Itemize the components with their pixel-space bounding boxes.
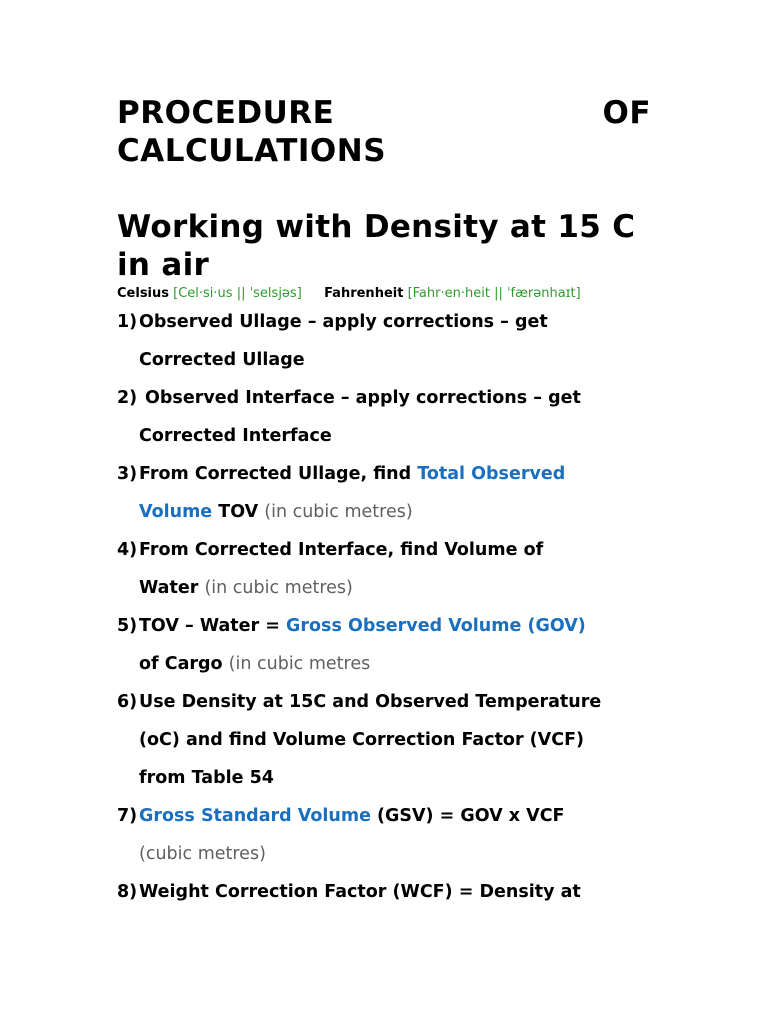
step-number: 8) <box>117 882 138 902</box>
step-8 <box>117 873 677 911</box>
step-text: Observed Interface – apply corrections – get <box>145 388 581 408</box>
step-5 <box>117 607 677 683</box>
step-text: Observed Ullage – apply corrections – get <box>139 312 548 332</box>
title-word-procedure: PROCEDURE <box>117 95 335 131</box>
procedure-steps <box>117 303 677 911</box>
fahrenheit-word: Fahrenheit <box>324 286 404 301</box>
unit-note: (in cubic metres) <box>264 502 413 522</box>
step-text: Weight Correction Factor (WCF) = Density at <box>139 882 581 902</box>
step-text: TOV – Water = <box>139 616 287 636</box>
step-number: 1) <box>117 312 138 332</box>
step-6 <box>117 683 677 797</box>
step-number: 5) <box>117 616 138 636</box>
step-text: (oC) and find Volume Correction Factor (VCF) <box>139 730 585 750</box>
step-number: 7) <box>117 806 138 826</box>
step-number: 3) <box>117 464 138 484</box>
step-text: Corrected Ullage <box>139 350 305 370</box>
step-1 <box>117 303 677 379</box>
section-heading <box>117 208 657 284</box>
celsius-word: Celsius <box>117 286 169 301</box>
step-text: of Cargo <box>139 654 229 674</box>
step-text: TOV <box>212 502 265 522</box>
step-number: 6) <box>117 692 138 712</box>
step-text: Water <box>139 578 205 598</box>
document-title <box>117 94 651 170</box>
step-text: from Table 54 <box>139 768 274 788</box>
step-2 <box>117 379 677 455</box>
highlight-term: Gross Observed Volume (GOV) <box>286 616 586 636</box>
pronunciation-note <box>117 285 581 302</box>
highlight-term: Gross Standard Volume <box>139 806 371 826</box>
unit-note: (in cubic metres <box>228 654 371 674</box>
step-text: Corrected Interface <box>139 426 332 446</box>
step-text: From Corrected Interface, find Volume of <box>139 540 544 560</box>
step-4 <box>117 531 677 607</box>
section-heading-line1: Working with Density at 15 C <box>117 209 636 245</box>
unit-note: (cubic metres) <box>139 844 266 864</box>
step-3 <box>117 455 677 531</box>
title-word-calculations: CALCULATIONS <box>117 133 387 169</box>
section-heading-line2: in air <box>117 247 210 283</box>
step-text: Use Density at 15C and Observed Temperature <box>139 692 602 712</box>
highlight-term: Total Observed <box>417 464 566 484</box>
step-text: From Corrected Ullage, find <box>139 464 418 484</box>
step-number: 4) <box>117 540 138 560</box>
fahrenheit-pronunciation: [Fahr·en·heit || ˈfærənhaɪt] <box>407 286 581 301</box>
step-number: 2) <box>117 388 138 408</box>
unit-note: (in cubic metres) <box>204 578 353 598</box>
step-7 <box>117 797 677 873</box>
title-word-of: OF <box>602 95 651 131</box>
highlight-term: Volume <box>139 502 213 522</box>
celsius-pronunciation: [Cel·si·us || ˈselsjəs] <box>173 286 302 301</box>
step-text: (GSV) = GOV x VCF <box>370 806 565 826</box>
